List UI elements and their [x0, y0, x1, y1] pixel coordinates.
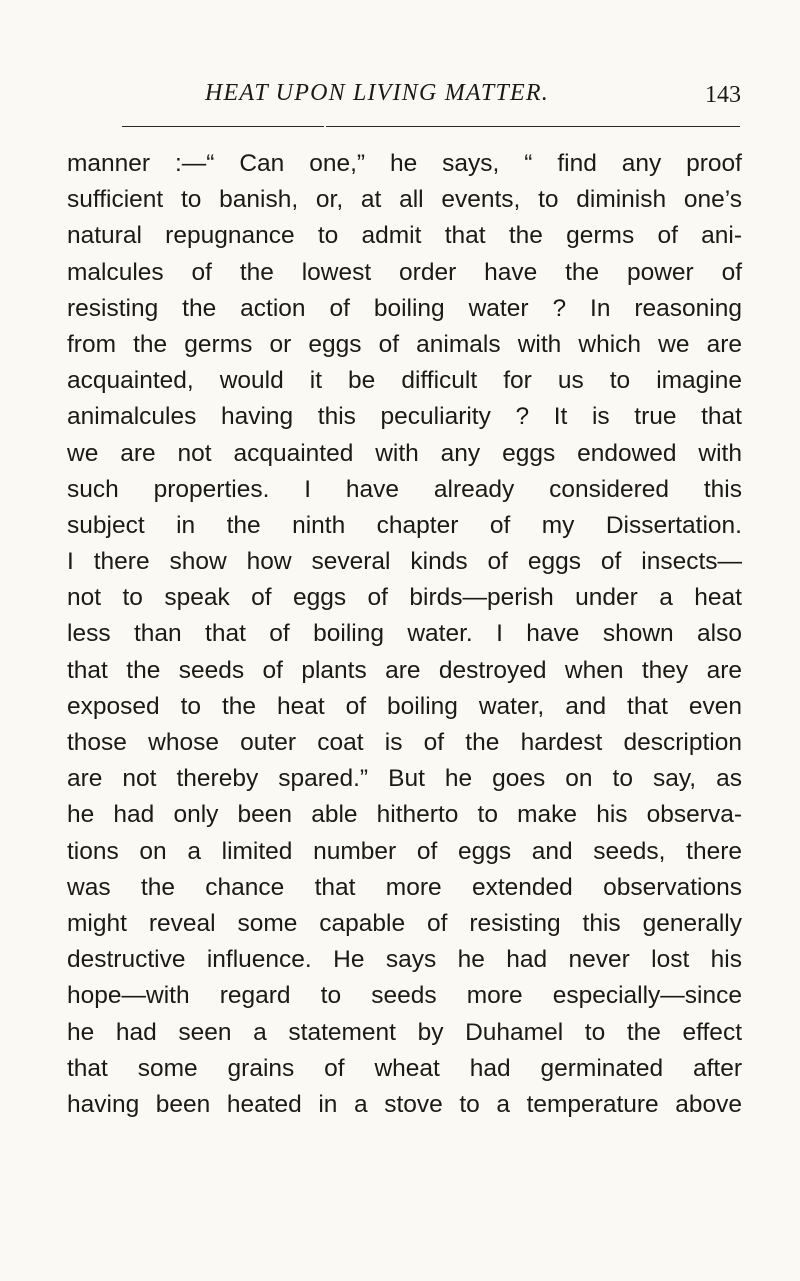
- text-line-16: exposed to the heat of boiling water, and that even: [67, 692, 742, 720]
- text-line-1: manner :—“ Can one,” he says, “ find any proof: [67, 150, 742, 177]
- text-line-12: I there show how several kinds of eggs of insects—: [67, 548, 742, 576]
- running-head: [0, 74, 800, 114]
- text-line-5: resisting the action of boiling water ? In reasoning: [67, 294, 742, 322]
- text-line-19: he had only been able hitherto to make his observa-: [67, 801, 742, 829]
- text-line-23: destructive influence. He says he had never lost his: [67, 946, 742, 974]
- header-rule-left: [122, 126, 324, 127]
- text-line-10: such properties. I have already considered this: [67, 475, 742, 503]
- text-line-3: natural repugnance to admit that the germs of ani-: [67, 222, 742, 250]
- text-line-27: having been heated in a stove to a temperature above: [67, 1090, 742, 1118]
- text-line-21: was the chance that more extended observations: [67, 873, 742, 901]
- text-line-4: malcules of the lowest order have the power of: [67, 258, 742, 286]
- text-line-18: are not thereby spared.” But he goes on to say, as: [67, 765, 742, 793]
- text-line-11: subject in the ninth chapter of my Dissertation.: [67, 511, 742, 539]
- text-line-9: we are not acquainted with any eggs endowed with: [67, 439, 742, 467]
- page-number: 143: [705, 82, 741, 108]
- text-line-26: that some grains of wheat had germinated after: [67, 1054, 742, 1082]
- text-line-2: sufficient to banish, or, at all events, to diminish one’s: [67, 186, 742, 214]
- text-line-8: animalcules having this peculiarity ? It is true that: [67, 403, 742, 431]
- text-line-13: not to speak of eggs of birds—perish under a heat: [67, 584, 742, 612]
- text-line-25: he had seen a statement by Duhamel to the effect: [67, 1018, 742, 1046]
- text-line-6: from the germs or eggs of animals with which we are: [67, 330, 742, 358]
- text-line-22: might reveal some capable of resisting this generally: [67, 909, 742, 937]
- text-line-14: less than that of boiling water. I have shown also: [67, 620, 742, 648]
- text-line-17: those whose outer coat is of the hardest description: [67, 729, 742, 756]
- text-line-24: hope—with regard to seeds more especially—since: [67, 982, 742, 1010]
- text-line-7: acquainted, would it be difficult for us to imagine: [67, 367, 742, 395]
- text-line-20: tions on a limited number of eggs and seeds, there: [67, 837, 742, 865]
- running-title: HEAT UPON LIVING MATTER.: [205, 80, 549, 106]
- body-text: [67, 146, 742, 1123]
- header-rule-right: [326, 126, 740, 127]
- text-line-15: that the seeds of plants are destroyed when they are: [67, 656, 742, 684]
